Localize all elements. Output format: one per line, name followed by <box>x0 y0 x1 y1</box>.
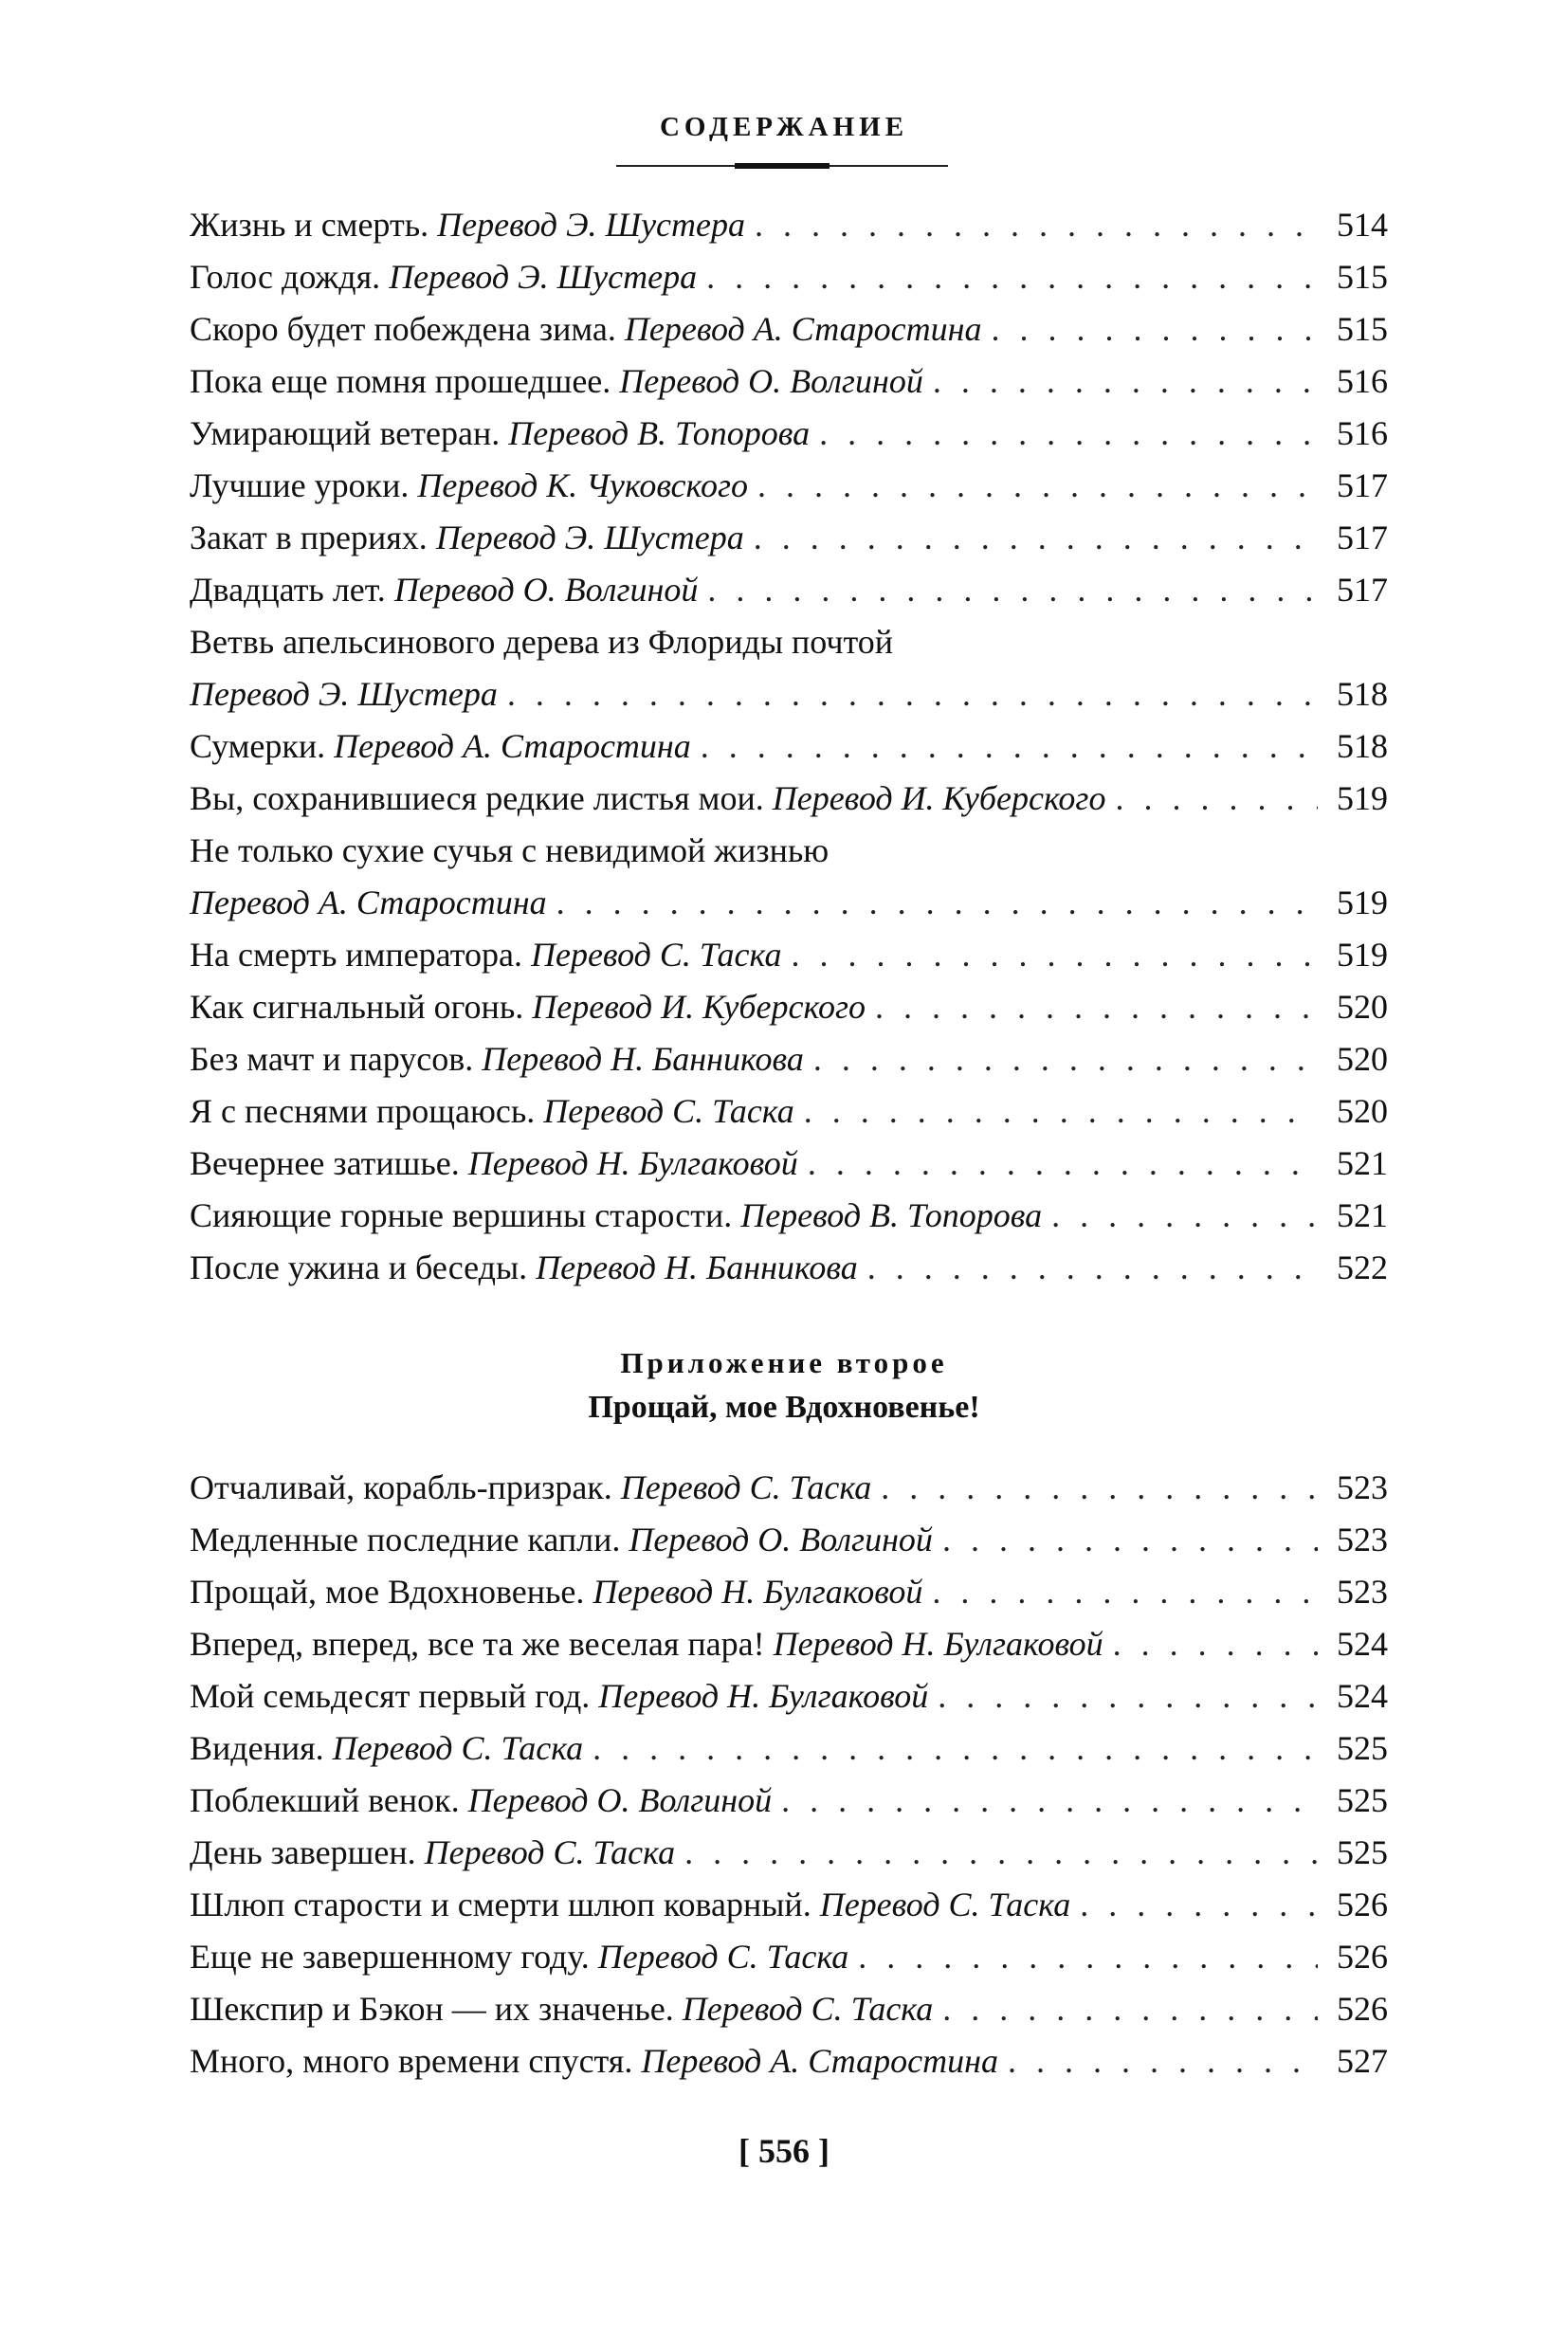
dot-leader <box>1113 1618 1318 1670</box>
toc-entry-page: 520 <box>1337 988 1388 1026</box>
toc-entry-title: Шлюп старости и смерти шлюп коварный. <box>190 1886 811 1923</box>
dot-leader <box>808 1138 1318 1190</box>
toc-entry <box>190 1462 1388 1514</box>
toc-entry-title: Прощай, мое Вдохновенье. <box>190 1573 585 1611</box>
dot-leader <box>804 1085 1318 1138</box>
toc-entry-title: Мой семьдесят первый год. <box>190 1677 591 1715</box>
dot-leader <box>1080 1879 1318 1931</box>
toc-entry <box>190 1566 1388 1618</box>
toc-entry <box>190 1242 1388 1294</box>
toc-entry <box>190 1775 1388 1827</box>
toc-entry-translator: Перевод О. Волгиной <box>629 1521 933 1558</box>
toc-entry-title: Вечернее затишье. <box>190 1144 460 1182</box>
toc-list-main <box>190 199 1388 1294</box>
toc-entry-translator: Перевод Э. Шустера <box>389 258 698 296</box>
dot-leader <box>684 1827 1318 1879</box>
dot-leader <box>881 1462 1318 1514</box>
toc-entry-translator: Перевод И. Куберского <box>532 988 866 1026</box>
toc-entry-translator: Перевод В. Топорова <box>740 1196 1043 1234</box>
toc-entry <box>190 1085 1388 1138</box>
toc-entry-page: 520 <box>1337 1092 1388 1130</box>
dot-leader <box>757 460 1318 512</box>
toc-entry-page: 515 <box>1337 310 1388 348</box>
dot-leader <box>1008 2035 1318 2087</box>
toc-entry-translator: Перевод А. Старостина <box>190 884 547 921</box>
toc-entry-translator: Перевод Н. Банникова <box>536 1248 858 1286</box>
toc-entry-page: 518 <box>1337 675 1388 713</box>
toc-entry-translator: Перевод Э. Шустера <box>435 519 744 556</box>
toc-entry-page: 521 <box>1337 1144 1388 1182</box>
dot-leader <box>938 1670 1318 1722</box>
page-number: [ 556 ] <box>738 2132 830 2170</box>
toc-list-appendix <box>190 1462 1388 2087</box>
dot-leader <box>942 1514 1318 1566</box>
toc-entry <box>190 929 1388 981</box>
toc-entry-title: Умирающий ветеран. <box>190 414 501 452</box>
toc-entry <box>190 355 1388 408</box>
toc-entry-title: День завершен. <box>190 1833 416 1871</box>
toc-entry-page: 519 <box>1337 936 1388 974</box>
dot-leader <box>1051 1190 1318 1242</box>
toc-entry-translator: Перевод А. Старостина <box>641 2042 999 2080</box>
dot-leader <box>932 1566 1318 1618</box>
toc-entry <box>190 1138 1388 1190</box>
toc-entry-title: Сияющие горные вершины старости. <box>190 1196 733 1234</box>
toc-entry-translator: Перевод С. Таска <box>682 1990 934 2028</box>
toc-entry-translator: Перевод В. Топорова <box>508 414 811 452</box>
running-header: СОДЕРЖАНИЕ <box>659 112 909 142</box>
toc-entry <box>190 1618 1388 1670</box>
toc-entry-translator: Перевод С. Таска <box>819 1886 1071 1923</box>
toc-entry-title: Вы, сохранившиеся редкие листья мои. <box>190 779 764 817</box>
toc-entry-title: Скоро будет побеждена зима. <box>190 310 616 348</box>
toc-entry <box>190 251 1388 303</box>
toc-entry <box>190 1670 1388 1722</box>
toc-entry-page: 516 <box>1337 362 1388 400</box>
toc-entry-title: Поблекший венок. <box>190 1781 460 1819</box>
dot-leader <box>791 929 1318 981</box>
toc-entry-title: Как сигнальный огонь. <box>190 988 524 1026</box>
dot-leader <box>707 564 1318 616</box>
toc-entry-page: 518 <box>1337 727 1388 765</box>
dot-leader <box>556 877 1318 929</box>
toc-entry <box>190 773 1388 825</box>
toc-entry-translator: Перевод Н. Булгаковой <box>593 1573 923 1611</box>
toc-entry-title: Без мачт и парусов. <box>190 1040 474 1078</box>
toc-entry-title: Медленные последние капли. <box>190 1521 621 1558</box>
toc-entry-page: 519 <box>1337 779 1388 817</box>
dot-leader <box>701 720 1318 773</box>
toc-entry-translator: Перевод Н. Булгаковой <box>773 1625 1103 1663</box>
dot-leader <box>819 408 1318 460</box>
toc-entry-translator: Перевод С. Таска <box>543 1092 794 1130</box>
toc-entry <box>190 825 1388 929</box>
toc-entry-translator: Перевод Н. Булгаковой <box>467 1144 798 1182</box>
toc-entry-translator: Перевод О. Волгиной <box>467 1781 773 1819</box>
dot-leader <box>942 1983 1318 2035</box>
toc-entry-translator: Перевод С. Таска <box>597 1938 849 1976</box>
dot-leader <box>1115 773 1318 825</box>
toc-entry-translator: Перевод С. Таска <box>424 1833 676 1871</box>
toc-entry <box>190 720 1388 773</box>
toc-entry <box>190 1879 1388 1931</box>
toc-entry <box>190 616 1388 720</box>
toc-entry-translator: Перевод Э. Шустера <box>437 206 746 244</box>
toc-entry-translator: Перевод О. Волгиной <box>393 571 699 609</box>
toc-entry <box>190 1514 1388 1566</box>
toc-entry-translator: Перевод О. Волгиной <box>619 362 923 400</box>
toc-entry-title: Шекспир и Бэкон — их значенье. <box>190 1990 674 2028</box>
toc-entry-title: Отчаливай, корабль-призрак. <box>190 1468 612 1506</box>
toc-entry-title: Я с песнями прощаюсь. <box>190 1092 536 1130</box>
toc-entry <box>190 564 1388 616</box>
toc-entry-title: Не только сухие сучья с невидимой жизнью <box>190 831 830 869</box>
toc-entry-translator: Перевод К. Чуковского <box>417 466 749 504</box>
dot-leader <box>858 1931 1318 1983</box>
toc-entry <box>190 1827 1388 1879</box>
toc-entry-page: 521 <box>1337 1196 1388 1234</box>
toc-entry <box>190 1931 1388 1983</box>
toc-entry <box>190 408 1388 460</box>
toc-entry-title: Закат в прериях. <box>190 519 428 556</box>
toc-entry-page: 517 <box>1337 571 1388 609</box>
toc-entry <box>190 1190 1388 1242</box>
toc-entry-title: Жизнь и смерть. <box>190 206 429 244</box>
toc-entry-title: Видения. <box>190 1729 324 1767</box>
dot-leader <box>992 303 1318 355</box>
toc-entry-title: Еще не завершенному году. <box>190 1938 590 1976</box>
toc-entry-translator: Перевод С. Таска <box>620 1468 872 1506</box>
toc-entry-page: 523 <box>1337 1468 1388 1506</box>
toc-entry <box>190 512 1388 564</box>
dot-leader <box>755 199 1318 251</box>
toc-entry-title: Вперед, вперед, все та же веселая пара! <box>190 1625 765 1663</box>
toc-entry <box>190 303 1388 355</box>
dot-leader <box>933 355 1318 408</box>
toc-entry-page: 517 <box>1337 519 1388 556</box>
toc-entry-page: 525 <box>1337 1729 1388 1767</box>
toc-entry-translator: Перевод И. Куберского <box>772 779 1106 817</box>
appendix-title: Прощай, мое Вдохновенье! <box>588 1390 980 1425</box>
toc-entry-page: 524 <box>1337 1625 1388 1663</box>
toc-entry-page: 526 <box>1337 1886 1388 1923</box>
toc-entry <box>190 2035 1388 2087</box>
toc-entry-page: 526 <box>1337 1938 1388 1976</box>
dot-leader <box>507 668 1318 720</box>
dot-leader <box>813 1033 1318 1085</box>
toc-entry-page: 525 <box>1337 1781 1388 1819</box>
toc-entry-page: 514 <box>1337 206 1388 244</box>
dot-leader <box>593 1722 1318 1775</box>
toc-entry-title: После ужина и беседы. <box>190 1248 528 1286</box>
dot-leader <box>875 981 1318 1033</box>
toc-entry-page: 522 <box>1337 1248 1388 1286</box>
dot-leader <box>706 251 1318 303</box>
toc-entry-page: 520 <box>1337 1040 1388 1078</box>
toc-entry-translator: Перевод Н. Банникова <box>482 1040 804 1078</box>
dot-leader <box>781 1775 1318 1827</box>
toc-entry-page: 519 <box>1337 884 1388 921</box>
toc-entry-page: 526 <box>1337 1990 1388 2028</box>
toc-entry <box>190 199 1388 251</box>
toc-entry-title: Голос дождя. <box>190 258 381 296</box>
toc-entry-translator: Перевод А. Старостина <box>334 727 691 765</box>
toc-entry-title: Лучшие уроки. <box>190 466 410 504</box>
toc-entry-translator: Перевод Н. Булгаковой <box>598 1677 929 1715</box>
toc-entry-translator: Перевод Э. Шустера <box>190 675 498 713</box>
toc-entry-translator: Перевод С. Таска <box>332 1729 584 1767</box>
appendix-label: Приложение второе <box>620 1346 948 1379</box>
toc-entry-page: 523 <box>1337 1573 1388 1611</box>
toc-entry-page: 527 <box>1337 2042 1388 2080</box>
toc-entry-title: На смерть императора. <box>190 936 522 974</box>
toc-entry-page: 517 <box>1337 466 1388 504</box>
toc-entry <box>190 1983 1388 2035</box>
toc-entry-page: 525 <box>1337 1833 1388 1871</box>
dot-leader <box>867 1242 1318 1294</box>
toc-entry <box>190 460 1388 512</box>
toc-entry-page: 515 <box>1337 258 1388 296</box>
toc-entry-title: Сумерки. <box>190 727 326 765</box>
toc-entry-page: 523 <box>1337 1521 1388 1558</box>
toc-entry-title: Ветвь апельсинового дерева из Флориды почтой <box>190 623 894 661</box>
toc-entry-title: Пока еще помня прошедшее. <box>190 362 611 400</box>
toc-entry-title: Двадцать лет. <box>190 571 386 609</box>
toc-entry-page: 516 <box>1337 414 1388 452</box>
toc-entry <box>190 1033 1388 1085</box>
header-rule-accent <box>735 163 830 169</box>
toc-entry-title: Много, много времени спустя. <box>190 2042 633 2080</box>
toc-entry <box>190 1722 1388 1775</box>
toc-entry-translator: Перевод С. Таска <box>530 936 782 974</box>
dot-leader <box>754 512 1318 564</box>
toc-entry-page: 524 <box>1337 1677 1388 1715</box>
toc-entry-translator: Перевод А. Старостина <box>624 310 982 348</box>
toc-entry <box>190 981 1388 1033</box>
